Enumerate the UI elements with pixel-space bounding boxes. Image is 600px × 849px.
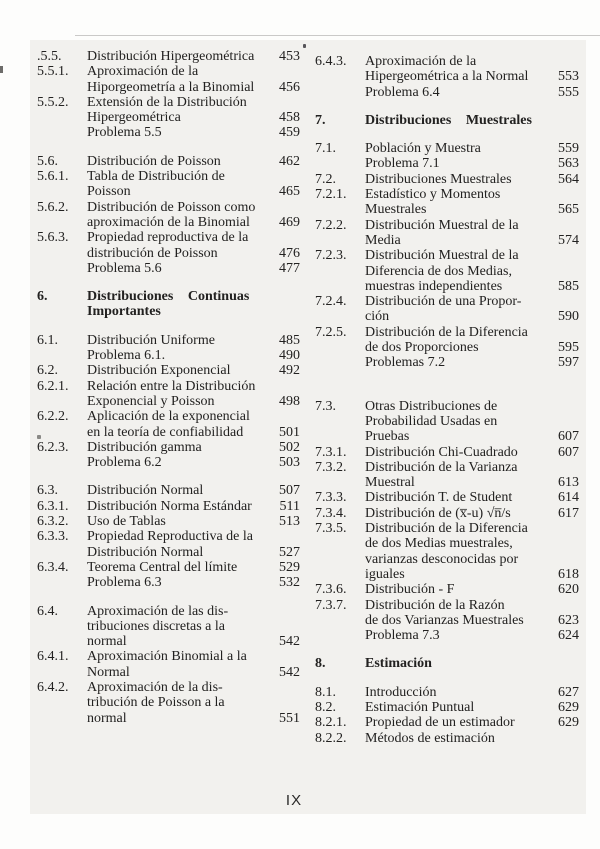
toc-block — [37, 49, 300, 141]
toc-entry-line — [37, 680, 300, 695]
toc-block — [37, 333, 300, 471]
toc-entry-title: Problema 5.6 — [87, 260, 162, 276]
toc-block — [315, 141, 579, 370]
toc-entry-line — [37, 261, 300, 276]
toc-entry-page: 559 — [558, 141, 579, 157]
toc-entry-title: Muestrales — [365, 202, 427, 218]
toc-entry-line — [37, 695, 300, 710]
toc-entry-line — [37, 230, 300, 245]
toc-entry-line — [315, 613, 579, 628]
toc-entry-line — [315, 399, 579, 414]
toc-entry-number: 6.3.2. — [37, 514, 69, 530]
toc-entry-line — [315, 187, 579, 202]
toc-entry-number: 7.2.5. — [315, 324, 347, 340]
toc-entry-number: 6.3. — [37, 483, 58, 499]
toc-entry-line — [37, 499, 300, 514]
toc-entry-title: Estadístico y Momentos — [365, 187, 501, 203]
toc-entry-page: 476 — [279, 245, 300, 261]
toc-entry-number: 6.4. — [37, 603, 58, 619]
toc-entry-title: Uso de Tablas — [87, 514, 166, 530]
toc-entry-line — [315, 202, 579, 217]
toc-entry-number: 5.5.1. — [37, 64, 69, 80]
toc-entry-page: 629 — [558, 715, 579, 731]
toc-entry-line — [315, 521, 579, 536]
toc-entry-line — [315, 156, 579, 171]
toc-entry-number: 7.3.6. — [315, 582, 347, 598]
toc-entry-title: Propiedad de un estimador — [365, 715, 515, 731]
toc-block — [37, 604, 300, 726]
toc-entry-page: 502 — [279, 439, 300, 455]
toc-entry-line — [315, 475, 579, 490]
toc-entry-page: 585 — [558, 278, 579, 294]
toc-entry-title: distribución de Poisson — [87, 245, 218, 261]
toc-entry-page: 629 — [558, 699, 579, 715]
toc-entry-number: 8.2.2. — [315, 730, 347, 746]
toc-entry-line — [315, 355, 579, 370]
toc-entry-page: 498 — [279, 393, 300, 409]
toc-entry-page: 590 — [558, 309, 579, 325]
toc-entry-line — [37, 455, 300, 470]
toc-entry-page: 624 — [558, 628, 579, 644]
toc-entry-page: 627 — [558, 684, 579, 700]
toc-entry-title: Distribución Uniforme — [87, 332, 215, 348]
toc-entry-line — [315, 552, 579, 567]
toc-entry-title: Distribución Normal — [87, 483, 204, 499]
toc-entry-line — [37, 425, 300, 440]
toc-section-heading — [315, 113, 579, 128]
toc-entry-title: Probabilidad Usadas en — [365, 413, 498, 429]
toc-entry-title: normal — [87, 710, 127, 726]
toc-entry-title: Distribución Muestral de la — [365, 248, 519, 264]
toc-entry-title: Problema 7.3 — [365, 628, 440, 644]
toc-entry-title: Teorema Central del límite — [87, 559, 238, 575]
toc-entry-line — [37, 529, 300, 544]
toc-entry-line — [37, 545, 300, 560]
toc-entry-title: de dos Medias muestrales, — [365, 536, 513, 552]
toc-entry-page: 574 — [558, 232, 579, 248]
toc-entry-page: 477 — [279, 260, 300, 276]
toc-entry-line — [37, 440, 300, 455]
toc-entry-title: Distribución Hipergeométrica — [87, 49, 255, 64]
toc-entry-title: Métodos de estimación — [365, 730, 495, 746]
toc-block — [37, 483, 300, 590]
toc-entry-number: 6.4.2. — [37, 679, 69, 695]
toc-entry-line — [315, 445, 579, 460]
toc-entry-page: 564 — [558, 171, 579, 187]
toc-entry-line — [315, 731, 579, 746]
toc-entry-title: Problema 6.3 — [87, 575, 162, 591]
scan-artifact-speck — [0, 66, 3, 73]
toc-entry-title: Relación entre la Distribución — [87, 378, 256, 394]
toc-entry-title: Aplicación de la exponencial — [87, 409, 250, 425]
toc-entry-line — [315, 309, 579, 324]
toc-entry-number: 7.2.2. — [315, 217, 347, 233]
toc-entry-title: normal — [87, 634, 127, 650]
toc-entry-number: 6.4.1. — [37, 649, 69, 665]
toc-entry-title: Distribución de Poisson como — [87, 199, 256, 215]
toc-entry-title: Distribución de la Varianza — [365, 459, 518, 475]
toc-entry-page: 617 — [558, 505, 579, 521]
toc-entry-page: 503 — [279, 455, 300, 471]
toc-entry-page: 607 — [558, 429, 579, 445]
toc-entry-number: 6.3.4. — [37, 559, 69, 575]
toc-entry-line — [315, 628, 579, 643]
toc-entry-line — [37, 649, 300, 664]
toc-entry-title: Estimación — [365, 656, 432, 672]
toc-entry-number: 7.2.4. — [315, 294, 347, 310]
toc-entry-title: Problema 5.5 — [87, 125, 162, 141]
toc-entry-line — [315, 218, 579, 233]
toc-block — [315, 656, 579, 671]
toc-entry-title: iguales — [365, 566, 405, 582]
toc-entry-line — [37, 110, 300, 125]
toc-entry-title: Aproximación de las dis- — [87, 603, 229, 619]
toc-entry-page: 563 — [558, 156, 579, 172]
toc-block — [37, 289, 300, 320]
toc-entry-line — [315, 582, 579, 597]
toc-entry-number: 7.3.7. — [315, 597, 347, 613]
toc-entry-line — [37, 333, 300, 348]
toc-block — [315, 54, 579, 100]
toc-entry-title: Muestral — [365, 475, 415, 491]
toc-entry-page: 623 — [558, 612, 579, 628]
toc-entry-title: varianzas desconocidas por — [365, 551, 519, 567]
toc-entry-number: 6.3.1. — [37, 498, 69, 514]
toc-entry-title: Distribuciones Muestrales — [365, 112, 532, 128]
toc-entry-number: 7.1. — [315, 141, 336, 157]
toc-entry-line — [315, 233, 579, 248]
toc-entry-number: 7. — [315, 112, 326, 128]
toc-entry-line — [315, 567, 579, 582]
toc-entry-line — [37, 665, 300, 680]
toc-entry-page: 459 — [279, 125, 300, 141]
toc-entry-line — [37, 169, 300, 184]
toc-section-heading — [315, 656, 579, 671]
toc-entry-line — [37, 604, 300, 619]
toc-entry-line — [315, 700, 579, 715]
toc-entry-title: Hiporgeometría a la Binomial — [87, 79, 255, 95]
toc-entry-title: Estimación Puntual — [365, 699, 475, 715]
toc-entry-line — [315, 294, 579, 309]
toc-entry-page: 469 — [279, 214, 300, 230]
toc-entry-title: Distribución - F — [365, 582, 455, 598]
toc-entry-title: Exponencial y Poisson — [87, 393, 215, 409]
toc-entry-title: Distribución T. de Student — [365, 490, 513, 506]
toc-entry-line — [37, 711, 300, 726]
toc-entry-number: 6.3.3. — [37, 529, 69, 545]
toc-entry-number: 6.2. — [37, 363, 58, 379]
toc-entry-line — [315, 264, 579, 279]
toc-entry-title: Aproximación de la — [365, 54, 477, 69]
toc-entry-line — [37, 394, 300, 409]
toc-entry-title: tribución de Poisson a la — [87, 695, 225, 711]
toc-block — [37, 154, 300, 276]
toc-entry-line — [37, 184, 300, 199]
toc-entry-title: tribuciones discretas a la — [87, 618, 226, 634]
toc-entry-page: 458 — [279, 110, 300, 126]
toc-entry-line — [315, 340, 579, 355]
toc-entry-title: Distribuciones Continuas — [87, 289, 250, 305]
toc-entry-line — [37, 575, 300, 590]
toc-entry-title: Distribución de una Propor- — [365, 294, 522, 310]
toc-entry-number: .5.5. — [37, 49, 62, 64]
toc-entry-title: Aproximación de la dis- — [87, 679, 223, 695]
toc-block — [315, 113, 579, 128]
toc-entry-title: Distribuciones Muestrales — [365, 171, 512, 187]
toc-entry-number: 6.2.3. — [37, 439, 69, 455]
toc-entry-title: Aproximación Binomial a la — [87, 649, 247, 665]
toc-entry-title: Media — [365, 232, 401, 248]
toc-entry-page: 542 — [279, 634, 300, 650]
toc-entry-title: muestras independientes — [365, 278, 503, 294]
toc-entry-title: Hipergeométrica — [87, 110, 181, 126]
toc-entry-line — [315, 460, 579, 475]
toc-entry-number: 7.3.5. — [315, 521, 347, 537]
toc-entry-number: 7.3.3. — [315, 490, 347, 506]
toc-entry-number: 5.5.2. — [37, 94, 69, 110]
toc-block — [315, 399, 579, 644]
toc-column-left — [37, 49, 300, 726]
toc-entry-line — [37, 125, 300, 140]
toc-entry-line — [315, 414, 579, 429]
toc-entry-number: 6.2.1. — [37, 378, 69, 394]
toc-entry-title: Problema 6.2 — [87, 455, 162, 471]
toc-entry-number: 7.2. — [315, 171, 336, 187]
toc-entry-line — [37, 363, 300, 378]
toc-entry-number: 5.6.1. — [37, 169, 69, 185]
toc-entry-title: de dos Proporciones — [365, 340, 479, 356]
scan-artifact-speck — [303, 44, 306, 48]
toc-column-right — [315, 54, 579, 746]
toc-entry-number: 7.3.4. — [315, 505, 347, 521]
toc-entry-page: 465 — [279, 184, 300, 200]
toc-entry-number: 7.3.1. — [315, 444, 347, 460]
toc-entry-line — [315, 248, 579, 263]
toc-entry-number: 6.1. — [37, 332, 58, 348]
toc-entry-title: Distribución Norma Estándar — [87, 498, 252, 514]
toc-entry-title: Distribución Normal — [87, 544, 204, 560]
toc-entry-number: 5.6. — [37, 153, 58, 169]
toc-entry-line — [37, 200, 300, 215]
toc-entry-page: 513 — [279, 514, 300, 530]
toc-entry-title: Propiedad Reproductiva de la — [87, 529, 254, 545]
toc-entry-title: Distribución de la Diferencia — [365, 324, 528, 340]
toc-entry-line — [37, 246, 300, 261]
toc-entry-title: Problema 7.1 — [365, 156, 440, 172]
toc-entry-page: 597 — [558, 355, 579, 371]
toc-entry-page: 492 — [279, 363, 300, 379]
toc-entry-title: Tabla de Distribución de — [87, 169, 225, 185]
toc-entry-page: 507 — [279, 483, 300, 499]
toc-entry-page: 613 — [558, 475, 579, 491]
toc-entry-page: 456 — [279, 79, 300, 95]
toc-entry-page: 501 — [279, 424, 300, 440]
toc-entry-page: 620 — [558, 582, 579, 598]
toc-entry-number: 5.6.3. — [37, 230, 69, 246]
toc-entry-title: Distribución de la Razón — [365, 597, 505, 613]
toc-entry-title: Pruebas — [365, 429, 410, 445]
toc-entry-page: 614 — [558, 490, 579, 506]
toc-entry-page: 551 — [279, 710, 300, 726]
toc-entry-page: 595 — [558, 340, 579, 356]
toc-entry-line — [37, 483, 300, 498]
toc-entry-page: 618 — [558, 566, 579, 582]
toc-entry-title: Problema 6.1. — [87, 348, 166, 364]
toc-entry-line — [315, 279, 579, 294]
toc-entry-title: Introducción — [365, 684, 437, 700]
toc-entry-title: Hipergeométrica a la Normal — [365, 69, 529, 85]
toc-entry-page: 462 — [279, 153, 300, 169]
toc-entry-number: 8.2. — [315, 699, 336, 715]
toc-entry-line — [315, 715, 579, 730]
toc-entry-line — [37, 379, 300, 394]
toc-entry-number: 8.2.1. — [315, 715, 347, 731]
toc-entry-title: ción — [365, 309, 390, 325]
toc-page — [30, 40, 586, 814]
toc-entry-title: Aproximación de la — [87, 64, 199, 80]
toc-entry-title: en la teoría de confiabilidad — [87, 424, 244, 440]
toc-entry-number: 6.4.3. — [315, 54, 347, 69]
toc-entry-page: 553 — [558, 69, 579, 85]
toc-entry-title: de dos Varianzas Muestrales — [365, 612, 524, 628]
toc-entry-page: 565 — [558, 202, 579, 218]
toc-entry-title: Diferencia de dos Medias, — [365, 263, 512, 279]
toc-entry-line — [315, 172, 579, 187]
toc-entry-title: aproximación de la Binomial — [87, 214, 250, 230]
toc-entry-line — [315, 490, 579, 505]
toc-entry-page: 485 — [279, 332, 300, 348]
toc-entry-page: 607 — [558, 444, 579, 460]
toc-entry-page: 511 — [279, 498, 300, 514]
toc-entry-number: 7.2.3. — [315, 248, 347, 264]
toc-entry-line — [315, 325, 579, 340]
toc-entry-title: Distribución de (x̅-u) √n̅/s — [365, 505, 511, 521]
toc-entry-line — [37, 95, 300, 110]
toc-entry-title: Otras Distribuciones de — [365, 398, 498, 414]
toc-entry-title: Problemas 7.2 — [365, 355, 446, 371]
toc-entry-line — [315, 685, 579, 700]
toc-entry-line — [315, 85, 579, 100]
toc-section-heading — [37, 304, 300, 319]
toc-entry-line — [315, 429, 579, 444]
toc-entry-number: 5.6.2. — [37, 199, 69, 215]
toc-section-heading — [37, 289, 300, 304]
toc-entry-title: Normal — [87, 664, 130, 680]
toc-entry-line — [315, 141, 579, 156]
toc-entry-title: Importantes — [87, 304, 161, 320]
toc-entry-line — [37, 80, 300, 95]
toc-entry-line — [37, 514, 300, 529]
toc-entry-line — [37, 619, 300, 634]
toc-entry-page: 555 — [558, 84, 579, 100]
toc-entry-title: Poisson — [87, 184, 131, 200]
toc-entry-title: Distribución gamma — [87, 439, 202, 455]
toc-entry-line — [315, 598, 579, 613]
scan-edge-line — [75, 35, 600, 36]
toc-entry-line — [37, 49, 300, 64]
toc-entry-line — [315, 69, 579, 84]
toc-entry-line — [315, 506, 579, 521]
toc-entry-number: 6. — [37, 289, 48, 305]
toc-entry-title: Distribución de Poisson — [87, 153, 221, 169]
toc-entry-page: 490 — [279, 348, 300, 364]
toc-entry-title: Población y Muestra — [365, 141, 481, 157]
page-number-folio: IX — [285, 792, 303, 809]
toc-entry-page: 453 — [279, 49, 300, 64]
toc-entry-line — [315, 536, 579, 551]
toc-entry-title: Distribución Chi-Cuadrado — [365, 444, 518, 460]
toc-block — [315, 685, 579, 746]
toc-entry-page: 542 — [279, 664, 300, 680]
toc-entry-line — [37, 409, 300, 424]
toc-entry-title: Propiedad reproductiva de la — [87, 230, 249, 246]
toc-entry-number: 7.3. — [315, 398, 336, 414]
toc-entry-title: Distribución Exponencial — [87, 363, 231, 379]
toc-entry-line — [37, 560, 300, 575]
toc-entry-number: 6.2.2. — [37, 409, 69, 425]
toc-entry-line — [315, 54, 579, 69]
toc-entry-page: 529 — [279, 559, 300, 575]
toc-entry-page: 527 — [279, 544, 300, 560]
toc-entry-title: Distribución de la Diferencia — [365, 521, 528, 537]
toc-entry-line — [37, 215, 300, 230]
toc-entry-line — [37, 634, 300, 649]
toc-entry-number: 7.3.2. — [315, 459, 347, 475]
toc-entry-page: 532 — [279, 575, 300, 591]
toc-entry-number: 7.2.1. — [315, 187, 347, 203]
toc-entry-line — [37, 348, 300, 363]
toc-entry-line — [37, 154, 300, 169]
toc-entry-title: Problema 6.4 — [365, 84, 440, 100]
toc-entry-number: 8.1. — [315, 684, 336, 700]
toc-entry-number: 8. — [315, 656, 326, 672]
toc-entry-title: Distribución Muestral de la — [365, 217, 519, 233]
toc-entry-line — [37, 64, 300, 79]
toc-entry-title: Extensión de la Distribución — [87, 94, 247, 110]
